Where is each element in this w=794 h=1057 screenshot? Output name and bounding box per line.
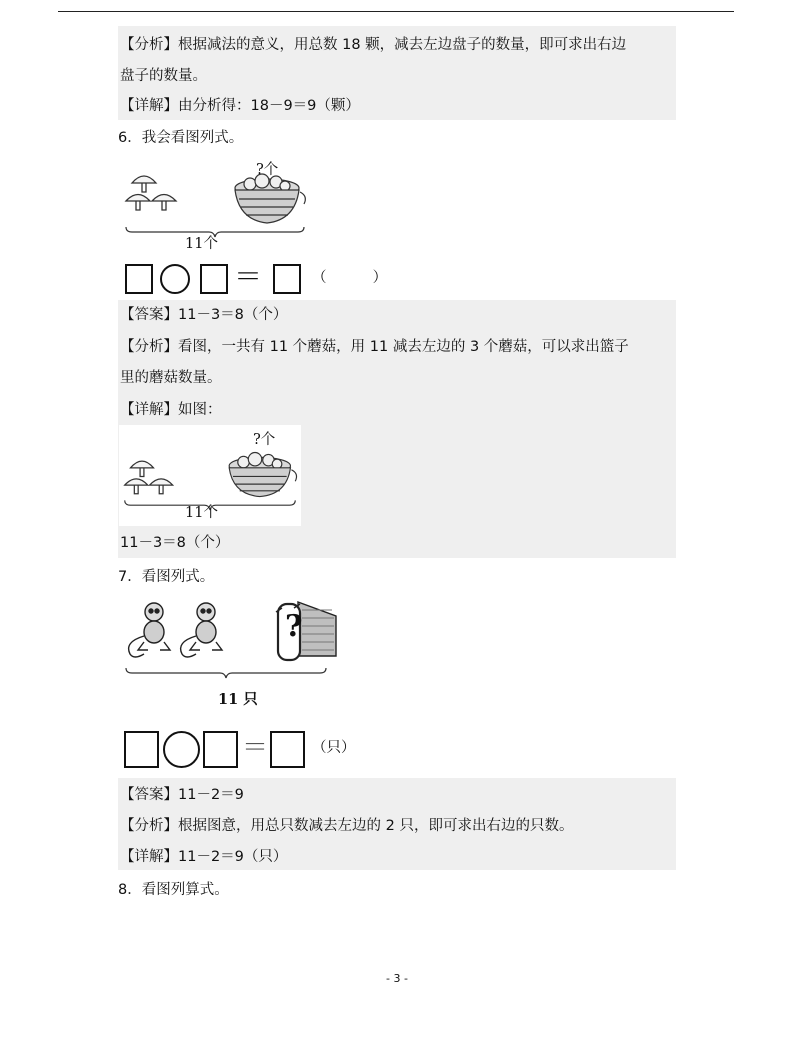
equals-sign: ＝ — [242, 733, 269, 763]
q5-analysis-line1: 【分析】根据减法的意义，用总数 18 颗，减去左边盘子的数量，即可求出右边 — [120, 37, 627, 53]
answer-box[interactable] — [125, 264, 153, 294]
operator-circle[interactable] — [160, 264, 190, 294]
q7-analysis: 【分析】根据图意，用总只数减去左边的 2 只，即可求出右边的只数。 — [120, 818, 574, 834]
q7-detail: 【详解】11－2＝9（只） — [120, 849, 288, 865]
q5-analysis-line2: 盘子的数量。 — [120, 68, 207, 84]
q6-basket-label: ?个 — [256, 162, 279, 178]
header-rule — [58, 11, 734, 12]
q6-detail: 【详解】如图： — [120, 402, 222, 418]
total-brace — [126, 668, 326, 678]
q6-title: 6．我会看图列式。 — [118, 130, 244, 146]
unit-blank[interactable]: （ ） — [312, 270, 388, 286]
answer-box[interactable] — [124, 731, 159, 768]
monkey-icon — [181, 603, 222, 657]
q7-monkey-figure — [120, 596, 342, 684]
answer-box[interactable] — [273, 264, 301, 294]
basket-icon — [235, 174, 305, 223]
q6-detail-total-label: 11个 — [185, 505, 218, 521]
answer-box[interactable] — [200, 264, 228, 294]
q7-answer: 【答案】11－2＝9 — [120, 787, 244, 803]
q6-analysis-line1: 【分析】看图，一共有 11 个蘑菇，用 11 减去左边的 3 个蘑菇，可以求出篮子 — [120, 339, 629, 355]
q6-total-label: 11个 — [185, 236, 218, 252]
monkey-icon — [129, 603, 170, 657]
q6-analysis-line2: 里的蘑菇数量。 — [120, 370, 222, 386]
mushroom-icon — [152, 195, 176, 211]
q7-total-label: 11 只 — [218, 691, 258, 708]
unit-label: （只） — [312, 740, 356, 756]
mushroom-icon — [132, 176, 156, 192]
q8-title: 8．看图列算式。 — [118, 882, 229, 898]
equals-sign: ＝ — [234, 260, 263, 293]
mushroom-icon — [126, 195, 150, 211]
basket-icon — [229, 453, 296, 497]
operator-circle[interactable] — [163, 731, 200, 768]
mushroom-icon — [150, 479, 173, 494]
mushroom-icon — [125, 479, 148, 494]
answer-box[interactable] — [203, 731, 238, 768]
q6-result: 11－3＝8（个） — [120, 535, 230, 551]
q5-detail: 【详解】由分析得：18－9＝9（颗） — [120, 98, 360, 114]
house-question-mark: ? — [285, 609, 303, 644]
answer-box[interactable] — [270, 731, 305, 768]
mushroom-icon — [130, 461, 153, 476]
page-number: - 3 - — [386, 972, 408, 985]
q6-detail-basket-label: ?个 — [253, 432, 276, 448]
q6-answer: 【答案】11－3＝8（个） — [120, 307, 288, 323]
q7-title: 7．看图列式。 — [118, 569, 215, 585]
